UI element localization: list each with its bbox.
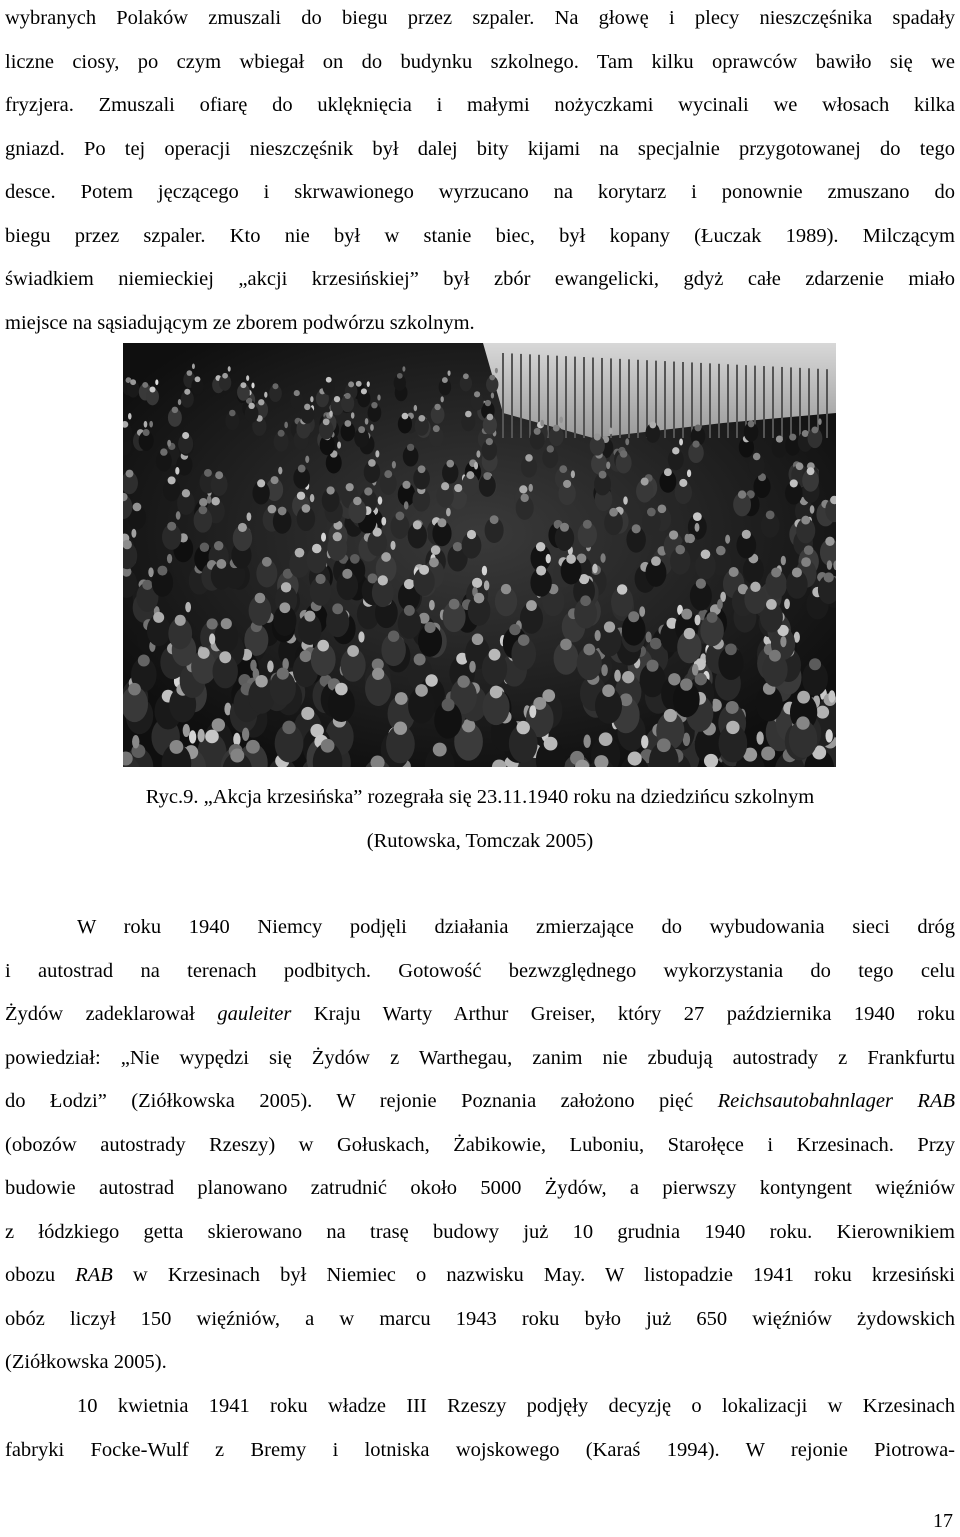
- text-run: Żydów zadeklarował: [5, 1003, 218, 1025]
- italic-term: gauleiter: [217, 1003, 292, 1025]
- text-line: [5, 993, 955, 1037]
- text-run: obozu: [5, 1264, 76, 1286]
- text-line: świadkiem niemieckiej „akcji krzesińskiej” był zbór ewangelicki, gdyż całe zdarzenie miało: [5, 268, 955, 290]
- text-line: liczne ciosy, po czym wbiegał on do budynku szkolnego. Tam kilku oprawców bawiło się we: [5, 50, 955, 73]
- text-line: (Ziółkowska 2005).: [5, 1351, 167, 1373]
- text-line: z łódzkiego getta skierowano na trasę budowy już 10 grudnia 1940 roku. Kierownikiem: [5, 1220, 955, 1243]
- text-run: do Łodzi” (Ziółkowska 2005). W rejonie Poznania założono pięć: [5, 1090, 718, 1112]
- text-line: fabryki Focke-Wulf z Bremy i lotniska wojskowego (Karaś 1994). W rejonie Piotrowa-: [5, 1438, 955, 1461]
- text-line: budowie autostrad planowano zatrudnić około 5000 Żydów, a pierwszy kontyngent więźniów: [5, 1177, 955, 1199]
- text-line: wybranych Polaków zmuszali do biegu przez szpaler. Na głowę i plecy nieszczęśnika spadały: [5, 7, 955, 29]
- paragraph-3: [5, 1385, 955, 1472]
- text-line: W roku 1940 Niemcy podjęli działania zmierzające do wybudowania sieci dróg: [77, 916, 955, 938]
- paragraph-2: [5, 906, 955, 1385]
- historical-photograph: [123, 343, 836, 767]
- text-line: fryzjera. Zmuszali ofiarę do uklęknięcia i małymi nożyczkami wycinali we włosach kilka: [5, 94, 955, 116]
- text-line: obóz liczył 150 więźniów, a w marcu 1943 roku było już 650 więźniów żydowskich: [5, 1307, 955, 1330]
- paragraph-1: [5, 0, 955, 345]
- figure-caption-line-1: Ryc.9. „Akcja krzesińska” rozegrała się 23.11.1940 roku na dziedzińcu szkolnym: [145, 786, 815, 808]
- italic-term: RAB: [75, 1264, 113, 1286]
- italic-term: Reichsautobahnlager RAB: [717, 1090, 955, 1112]
- text-line: powiedział: „Nie wypędzi się Żydów z Warthegau, zanim nie zbudują autostrady z Frankfurtu: [5, 1046, 955, 1069]
- text-line: i autostrad na terenach podbitych. Gotowość bezwzględnego wykorzystania do tego celu: [5, 959, 955, 982]
- text-run: w Krzesinach był Niemiec o nazwisku May. W listopadzie 1941 roku krzesiński: [112, 1264, 955, 1286]
- figure-caption-line-2: (Rutowska, Tomczak 2005): [366, 830, 594, 852]
- text-line: gniazd. Po tej operacji nieszczęśnik był dalej bity kijami na specjalnie przygotowanej do tego: [5, 137, 955, 160]
- text-run: Kraju Warty Arthur Greiser, który 27 października 1940 roku: [291, 1003, 956, 1025]
- text-line: 10 kwietnia 1941 roku władze III Rzeszy podjęły decyzję o lokalizacji w Krzesinach: [77, 1395, 955, 1417]
- page-number: 17: [933, 1510, 953, 1532]
- text-line: desce. Potem jęczącego i skrwawionego wyrzucano na korytarz i ponownie zmuszano do: [5, 181, 955, 203]
- crowd-photo-illustration: [123, 343, 836, 767]
- text-line: (obozów autostrady Rzeszy) w Gołuskach, Żabikowie, Luboniu, Starołęce i Krzesinach. Przy: [5, 1133, 955, 1156]
- text-line: [5, 1080, 955, 1124]
- text-line: [5, 1254, 955, 1298]
- text-line: miejsce na sąsiadującym ze zborem podwórzu szkolnym.: [5, 311, 475, 334]
- text-line: biegu przez szpaler. Kto nie był w stanie biec, był kopany (Łuczak 1989). Milczącym: [5, 224, 955, 247]
